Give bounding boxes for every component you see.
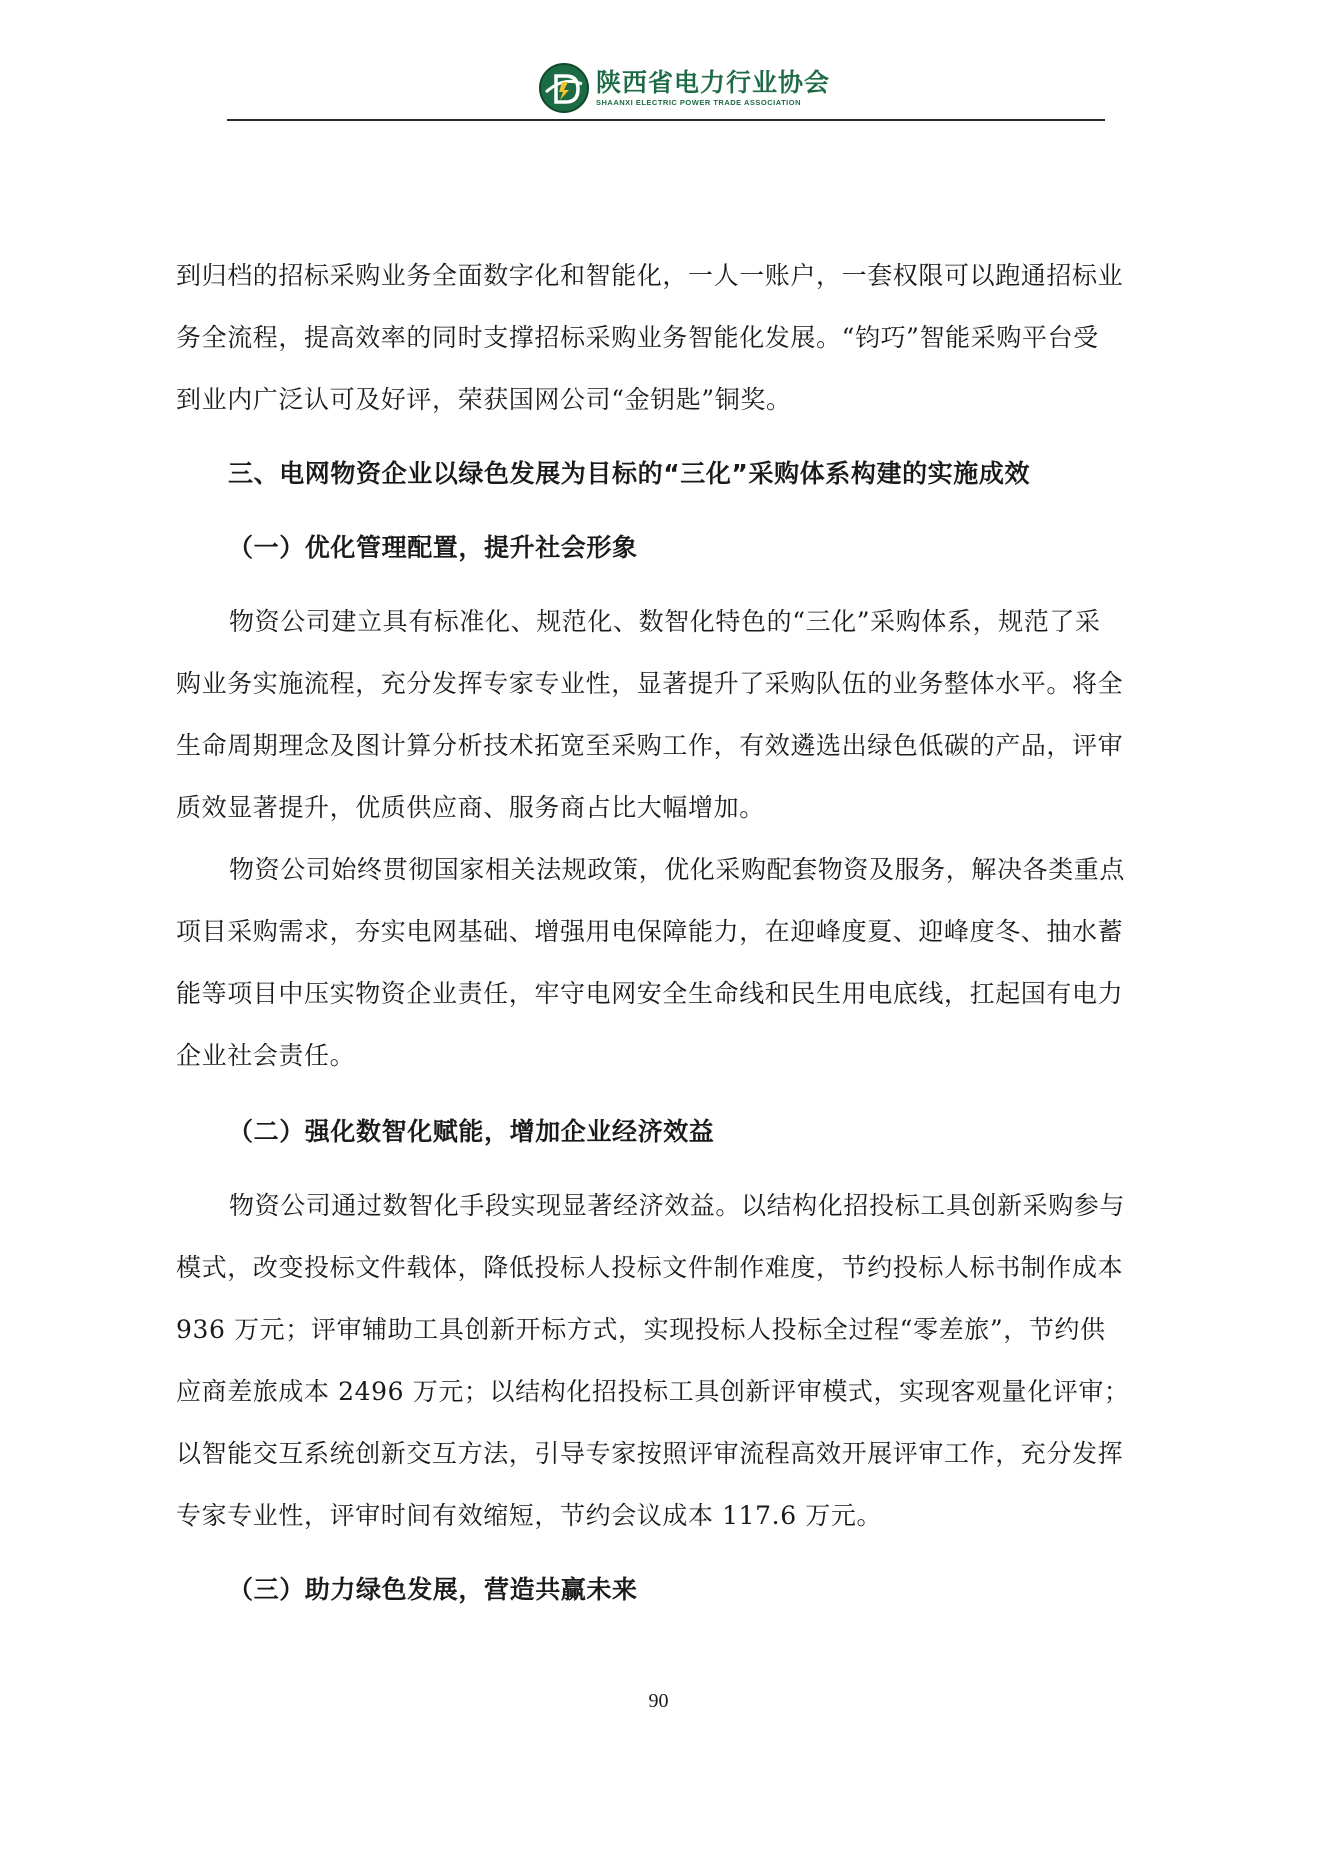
paragraph-line: 企业社会责任。	[176, 1041, 356, 1070]
subsection-heading-1: （一）优化管理配置，提升社会形象	[228, 533, 638, 562]
paragraph	[176, 1175, 1146, 1547]
org-name-en: SHAANXI ELECTRIC POWER TRADE ASSOCIATION	[596, 98, 802, 107]
paragraph-line: 物资公司始终贯彻国家相关法规政策，优化采购配套物资及服务，解决各类重点	[229, 855, 1126, 884]
paragraph-line: 应商差旅成本 2496 万元；以结构化招投标工具创新评审模式，实现客观量化评审；	[176, 1377, 1130, 1406]
subsection-heading-2: （二）强化数智化赋能，增加企业经济效益	[228, 1117, 715, 1146]
org-name-cn: 陕西省电力行业协会	[596, 68, 831, 97]
page-number: 90	[648, 1690, 669, 1712]
paragraph-line: 到业内广泛认可及好评，荣获国网公司“金钥匙”铜奖。	[176, 385, 792, 414]
header-divider	[227, 119, 1105, 121]
page-header	[0, 62, 1317, 122]
section-heading: 三、电网物资企业以绿色发展为目标的“三化”采购体系构建的实施成效	[228, 459, 1031, 488]
paragraph-line: 务全流程，提高效率的同时支撑招标采购业务智能化发展。“钧巧”智能采购平台受	[176, 323, 1099, 352]
paragraph	[176, 591, 1146, 839]
paragraph-continuation	[176, 245, 1146, 431]
paragraph-line: 项目采购需求，夯实电网基础、增强用电保障能力，在迎峰度夏、迎峰度冬、抽水蓄	[176, 917, 1124, 946]
paragraph-line: 以智能交互系统创新交互方法，引导专家按照评审流程高效开展评审工作，充分发挥	[176, 1439, 1124, 1468]
association-logo	[538, 62, 830, 114]
paragraph-line: 购业务实施流程，充分发挥专家专业性，显著提升了采购队伍的业务整体水平。将全	[176, 669, 1124, 698]
paragraph-line: 物资公司通过数智化手段实现显著经济效益。以结构化招投标工具创新采购参与	[229, 1191, 1126, 1220]
paragraph-line: 物资公司建立具有标准化、规范化、数智化特色的“三化”采购体系，规范了采	[229, 607, 1101, 636]
paragraph-line: 专家专业性，评审时间有效缩短，节约会议成本 117.6 万元。	[176, 1501, 883, 1530]
paragraph-line: 生命周期理念及图计算分析技术拓宽至采购工作，有效遴选出绿色低碳的产品，评审	[176, 731, 1124, 760]
paragraph-line: 936 万元；评审辅助工具创新开标方式，实现投标人投标全过程“零差旅”，节约供	[176, 1315, 1106, 1344]
association-logo-icon	[538, 62, 590, 114]
paragraph	[176, 839, 1146, 1087]
paragraph-line: 质效显著提升，优质供应商、服务商占比大幅增加。	[176, 793, 765, 822]
paragraph-line: 到归档的招标采购业务全面数字化和智能化，一人一账户，一套权限可以跑通招标业	[176, 261, 1124, 290]
paragraph-line: 模式，改变投标文件载体，降低投标人投标文件制作难度，节约投标人标书制作成本	[176, 1253, 1124, 1282]
subsection-heading-3: （三）助力绿色发展，营造共赢未来	[228, 1575, 638, 1604]
document-body	[176, 245, 1146, 1621]
paragraph-line: 能等项目中压实物资企业责任，牢守电网安全生命线和民生用电底线，扛起国有电力	[176, 979, 1124, 1008]
